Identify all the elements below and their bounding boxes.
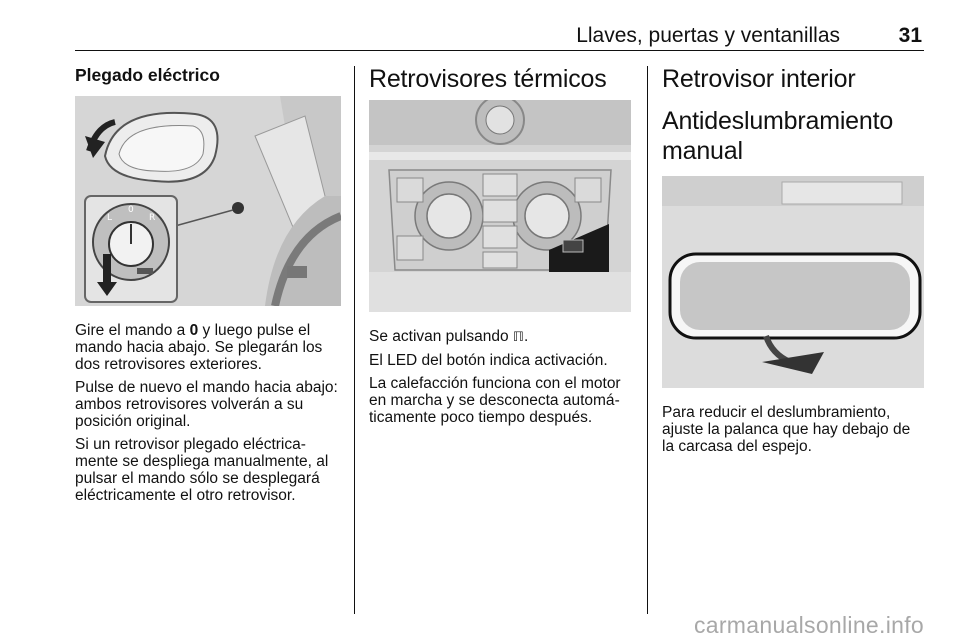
figure-interior-mirror [662, 176, 924, 388]
column-interior-mirror [662, 64, 926, 461]
header-rule [75, 50, 924, 51]
section-heading-heated: Retrovisores térmicos [369, 65, 607, 93]
section-subheading-antiglare: Antideslumbramiento manual [662, 107, 894, 165]
paragraph-heated-2: El LED del botón indica activación. [369, 352, 608, 369]
figure-climate-panel [369, 100, 631, 312]
knob-label-r: R [149, 213, 156, 223]
watermark: carmanualsonline.info [693, 612, 924, 638]
paragraph-folding-2: Pulse de nuevo el mando hacia abajo: ambos retrovisores volverán a su posición original. [75, 379, 338, 430]
paragraph-interior-1: Para reducir el deslumbramiento, ajuste la palanca que hay debajo de la carcasa del espejo. [662, 404, 911, 455]
figure-mirror-folding-switch [75, 96, 341, 306]
knob-label-l: L [107, 213, 113, 223]
column-heated-mirrors [369, 64, 635, 432]
heated-mirror-symbol: ℿ [512, 330, 524, 345]
column-divider-1 [354, 66, 355, 614]
knob-label-0: 0 [128, 205, 134, 215]
section-heading-folding: Plegado eléctrico [75, 65, 220, 85]
header-title: Llaves, puertas y ventanillas [576, 24, 840, 47]
section-heading-interior: Retrovisor interior [662, 65, 856, 93]
paragraph-folding-1: Gire el mando a 0 y luego pulse el mando hacia abajo. Se plegarán los dos retrovisores exteriores. [75, 322, 323, 373]
column-divider-2 [647, 66, 648, 614]
paragraph-heated-3: La calefacción funciona con el motor en marcha y se desconecta automáticamente poco tiempo después. [369, 375, 621, 426]
paragraph-folding-3: Si un retrovisor plegado eléctricamente se despliega manualmente, al pulsar el mando sólo se desplegará eléctricamente el otro retrovisor. [75, 436, 329, 504]
column-folding [75, 64, 341, 510]
paragraph-heated-1: Se activan pulsando ℿ. [369, 328, 529, 345]
page-number: 31 [898, 24, 922, 47]
